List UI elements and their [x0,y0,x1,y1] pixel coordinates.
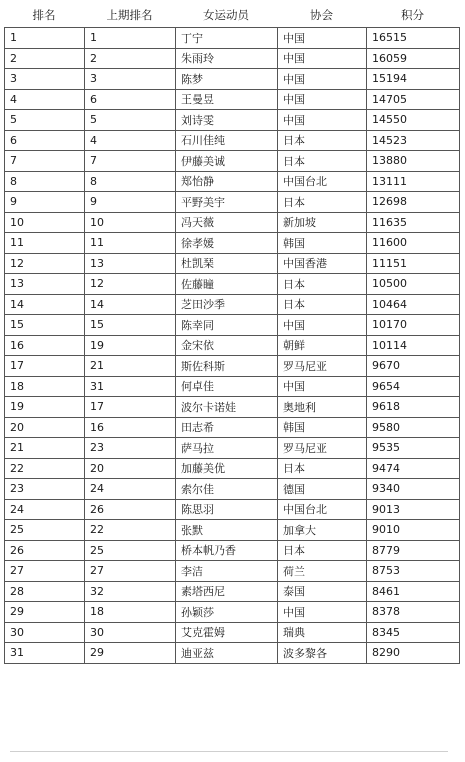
cell-previous-rank: 15 [85,315,176,336]
cell-association: 波多黎各 [278,643,367,664]
cell-athlete: 桥本帆乃香 [176,540,278,561]
cell-association: 德国 [278,479,367,500]
cell-athlete: 朱雨玲 [176,48,278,69]
header-athlete: 女运动员 [203,8,249,22]
cell-association: 中国 [278,376,367,397]
cell-athlete: 丁宁 [176,28,278,49]
cell-association: 中国 [278,110,367,131]
cell-rank: 21 [5,438,85,459]
cell-previous-rank: 17 [85,397,176,418]
cell-previous-rank: 2 [85,48,176,69]
cell-athlete: 索尔佳 [176,479,278,500]
cell-rank: 10 [5,212,85,233]
cell-previous-rank: 27 [85,561,176,582]
table-row [5,171,460,192]
cell-association: 荷兰 [278,561,367,582]
cell-points: 8461 [367,581,460,602]
cell-athlete: 陈幸同 [176,315,278,336]
table-row [5,520,460,541]
cell-previous-rank: 19 [85,335,176,356]
cell-association: 中国香港 [278,253,367,274]
cell-rank: 20 [5,417,85,438]
cell-athlete: 波尔卡诺娃 [176,397,278,418]
cell-previous-rank: 22 [85,520,176,541]
cell-athlete: 艾克霍姆 [176,622,278,643]
header-previous-rank: 上期排名 [106,8,153,22]
cell-points: 10464 [367,294,460,315]
cell-association: 中国 [278,48,367,69]
cell-previous-rank: 13 [85,253,176,274]
table-row [5,643,460,664]
cell-rank: 4 [5,89,85,110]
cell-association: 新加坡 [278,212,367,233]
table-row [5,561,460,582]
cell-rank: 2 [5,48,85,69]
cell-athlete: 迪亚兹 [176,643,278,664]
cell-previous-rank: 20 [85,458,176,479]
table-row [5,89,460,110]
cell-association: 日本 [278,274,367,295]
cell-points: 16059 [367,48,460,69]
table-row [5,479,460,500]
cell-points: 9618 [367,397,460,418]
cell-points: 10114 [367,335,460,356]
cell-previous-rank: 32 [85,581,176,602]
ranking-table-body [5,28,460,664]
cell-association: 日本 [278,294,367,315]
cell-rank: 1 [5,28,85,49]
cell-rank: 17 [5,356,85,377]
cell-association: 中国台北 [278,499,367,520]
cell-rank: 27 [5,561,85,582]
table-row [5,602,460,623]
header-association: 协会 [310,8,333,22]
cell-points: 10170 [367,315,460,336]
cell-rank: 19 [5,397,85,418]
cell-previous-rank: 25 [85,540,176,561]
cell-association: 日本 [278,458,367,479]
cell-points: 14523 [367,130,460,151]
cell-athlete: 孙颖莎 [176,602,278,623]
cell-rank: 12 [5,253,85,274]
cell-association: 加拿大 [278,520,367,541]
cell-points: 11600 [367,233,460,254]
cell-points: 13880 [367,151,460,172]
cell-association: 韩国 [278,233,367,254]
cell-rank: 9 [5,192,85,213]
table-row [5,110,460,131]
cell-rank: 13 [5,274,85,295]
cell-previous-rank: 12 [85,274,176,295]
cell-association: 中国 [278,602,367,623]
cell-previous-rank: 1 [85,28,176,49]
table-row [5,417,460,438]
cell-points: 8345 [367,622,460,643]
cell-rank: 25 [5,520,85,541]
cell-previous-rank: 10 [85,212,176,233]
cell-association: 韩国 [278,417,367,438]
table-row [5,438,460,459]
cell-rank: 22 [5,458,85,479]
table-row [5,69,460,90]
table-row [5,28,460,49]
bottom-divider [10,751,448,752]
cell-points: 14705 [367,89,460,110]
cell-athlete: 徐孝媛 [176,233,278,254]
cell-previous-rank: 24 [85,479,176,500]
ranking-table [4,27,460,664]
table-header [4,4,459,26]
table-row [5,192,460,213]
table-row [5,253,460,274]
cell-previous-rank: 21 [85,356,176,377]
cell-association: 日本 [278,130,367,151]
cell-athlete: 刘诗雯 [176,110,278,131]
cell-rank: 6 [5,130,85,151]
cell-previous-rank: 29 [85,643,176,664]
cell-points: 11151 [367,253,460,274]
cell-athlete: 冯天薇 [176,212,278,233]
cell-points: 16515 [367,28,460,49]
table-row [5,397,460,418]
cell-points: 8753 [367,561,460,582]
cell-rank: 11 [5,233,85,254]
header-points: 积分 [401,8,424,22]
cell-points: 13111 [367,171,460,192]
cell-athlete: 金宋依 [176,335,278,356]
cell-athlete: 斯佐科斯 [176,356,278,377]
cell-rank: 7 [5,151,85,172]
table-row [5,540,460,561]
cell-athlete: 陈梦 [176,69,278,90]
table-row [5,581,460,602]
table-row [5,458,460,479]
cell-association: 奥地利 [278,397,367,418]
cell-points: 9010 [367,520,460,541]
table-row [5,130,460,151]
cell-rank: 23 [5,479,85,500]
cell-association: 罗马尼亚 [278,356,367,377]
cell-association: 日本 [278,151,367,172]
cell-athlete: 李洁 [176,561,278,582]
cell-points: 8378 [367,602,460,623]
cell-rank: 30 [5,622,85,643]
cell-rank: 14 [5,294,85,315]
table-row [5,315,460,336]
cell-rank: 8 [5,171,85,192]
cell-athlete: 素塔西尼 [176,581,278,602]
cell-previous-rank: 8 [85,171,176,192]
cell-points: 11635 [367,212,460,233]
table-row [5,48,460,69]
cell-athlete: 伊藤美诚 [176,151,278,172]
cell-rank: 15 [5,315,85,336]
table-row [5,274,460,295]
cell-points: 9654 [367,376,460,397]
cell-association: 中国 [278,28,367,49]
cell-previous-rank: 26 [85,499,176,520]
table-row [5,499,460,520]
cell-points: 9013 [367,499,460,520]
cell-athlete: 佐藤瞳 [176,274,278,295]
cell-athlete: 张默 [176,520,278,541]
cell-athlete: 何卓佳 [176,376,278,397]
cell-association: 泰国 [278,581,367,602]
cell-points: 14550 [367,110,460,131]
cell-points: 9580 [367,417,460,438]
table-row [5,294,460,315]
cell-rank: 16 [5,335,85,356]
cell-previous-rank: 5 [85,110,176,131]
cell-association: 中国 [278,315,367,336]
cell-previous-rank: 4 [85,130,176,151]
table-row [5,233,460,254]
cell-association: 朝鲜 [278,335,367,356]
cell-association: 罗马尼亚 [278,438,367,459]
cell-previous-rank: 14 [85,294,176,315]
cell-athlete: 加藤美优 [176,458,278,479]
cell-rank: 24 [5,499,85,520]
cell-previous-rank: 16 [85,417,176,438]
cell-previous-rank: 11 [85,233,176,254]
cell-points: 8779 [367,540,460,561]
table-row [5,335,460,356]
cell-previous-rank: 6 [85,89,176,110]
cell-points: 9535 [367,438,460,459]
cell-association: 中国台北 [278,171,367,192]
cell-athlete: 王曼昱 [176,89,278,110]
cell-rank: 3 [5,69,85,90]
cell-points: 9474 [367,458,460,479]
cell-association: 日本 [278,192,367,213]
cell-previous-rank: 23 [85,438,176,459]
cell-rank: 31 [5,643,85,664]
cell-association: 日本 [278,540,367,561]
cell-points: 10500 [367,274,460,295]
cell-rank: 18 [5,376,85,397]
cell-points: 15194 [367,69,460,90]
cell-athlete: 平野美宇 [176,192,278,213]
cell-association: 中国 [278,69,367,90]
cell-points: 12698 [367,192,460,213]
cell-previous-rank: 7 [85,151,176,172]
cell-rank: 29 [5,602,85,623]
cell-athlete: 石川佳纯 [176,130,278,151]
table-row [5,212,460,233]
cell-association: 中国 [278,89,367,110]
cell-points: 9670 [367,356,460,377]
cell-athlete: 杜凯琹 [176,253,278,274]
cell-athlete: 陈思羽 [176,499,278,520]
cell-points: 8290 [367,643,460,664]
cell-previous-rank: 3 [85,69,176,90]
table-row [5,376,460,397]
table-row [5,356,460,377]
cell-previous-rank: 30 [85,622,176,643]
cell-athlete: 萨马拉 [176,438,278,459]
cell-previous-rank: 18 [85,602,176,623]
cell-rank: 26 [5,540,85,561]
cell-points: 9340 [367,479,460,500]
cell-athlete: 芝田沙季 [176,294,278,315]
cell-athlete: 田志希 [176,417,278,438]
header-rank: 排名 [32,8,56,22]
cell-previous-rank: 9 [85,192,176,213]
cell-association: 瑞典 [278,622,367,643]
cell-athlete: 郑怡静 [176,171,278,192]
table-row [5,622,460,643]
table-row [5,151,460,172]
cell-rank: 28 [5,581,85,602]
cell-rank: 5 [5,110,85,131]
cell-previous-rank: 31 [85,376,176,397]
